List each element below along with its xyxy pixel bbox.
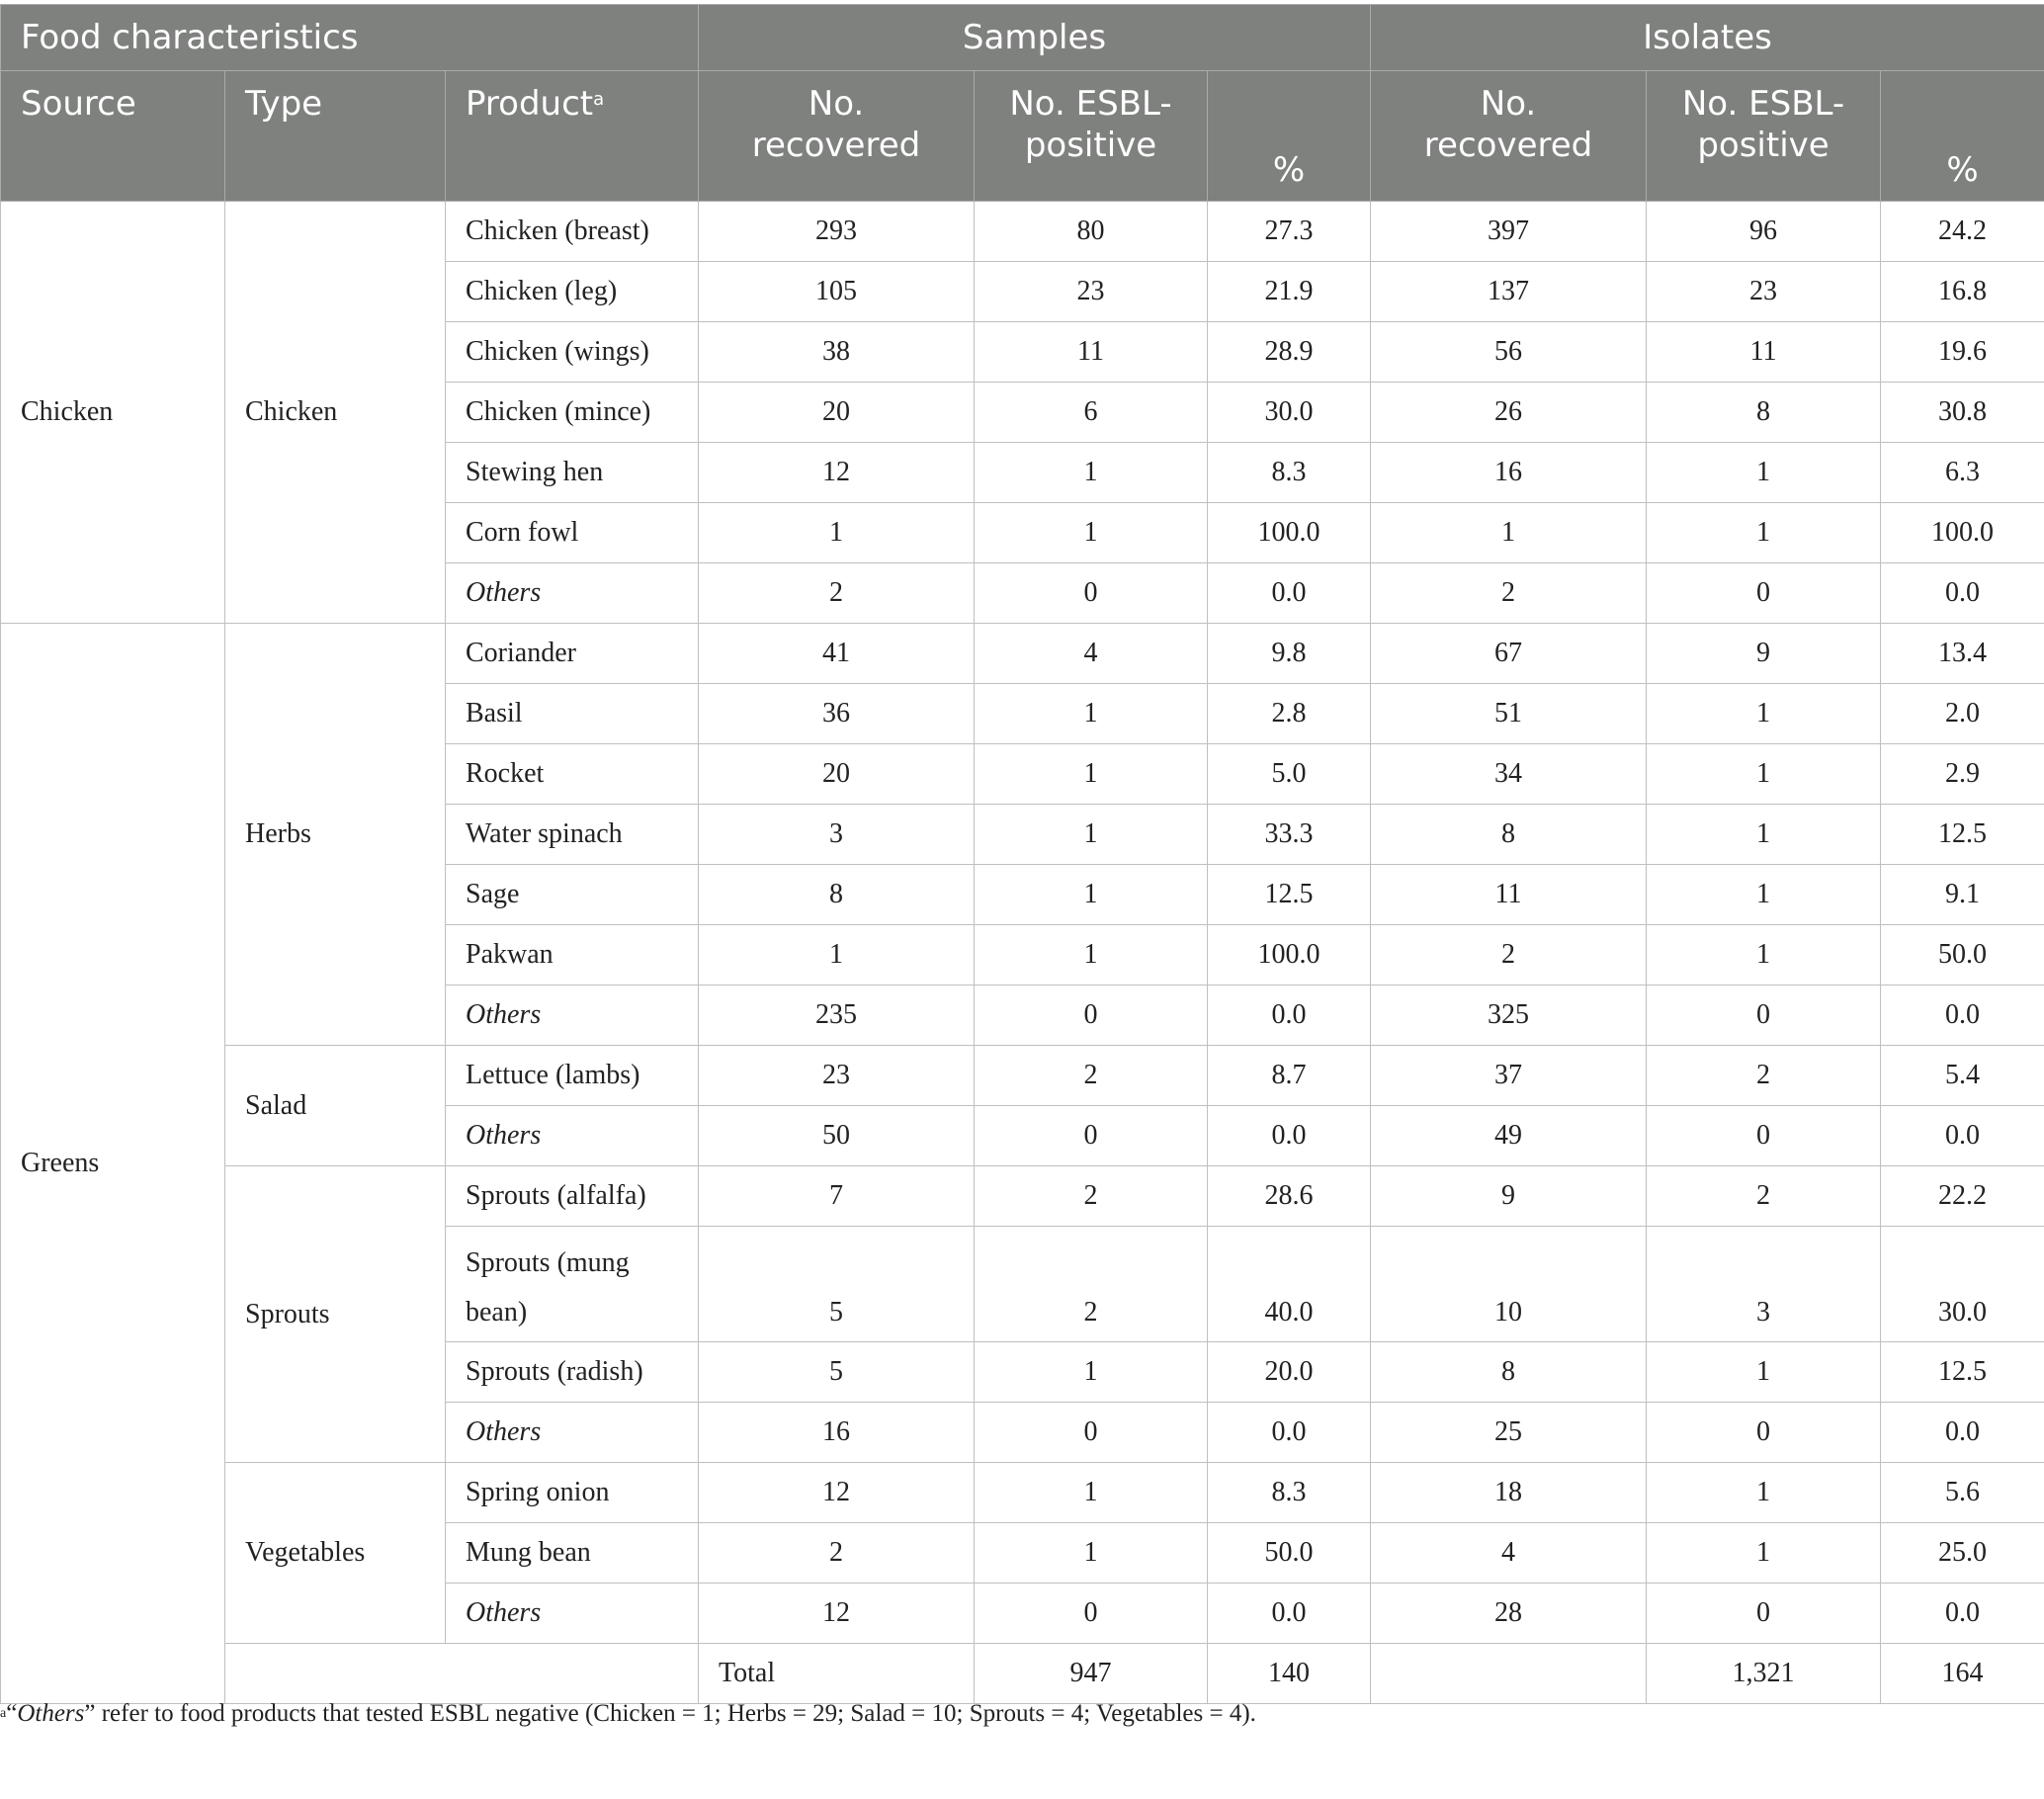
samples-positive-cell: 0: [975, 563, 1208, 624]
isolates-positive-cell: 11: [1647, 322, 1881, 383]
header-text: No.: [1480, 84, 1537, 124]
isolates-pct-cell: 30.0: [1881, 1227, 2044, 1342]
product-cell: Others: [446, 563, 699, 624]
type-sprouts: Sprouts: [225, 1166, 446, 1463]
type-vegetables: Vegetables: [225, 1463, 446, 1644]
samples-recovered-cell: 12: [699, 443, 975, 503]
header-food-characteristics: Food characteristics: [1, 5, 699, 71]
samples-positive-cell: 0: [975, 1403, 1208, 1463]
isolates-recovered-cell: 49: [1371, 1106, 1647, 1166]
isolates-recovered-cell: 1: [1371, 503, 1647, 563]
table-row: [1, 1166, 2044, 1227]
header-text: recovered: [751, 126, 921, 165]
isolates-positive-cell: 2: [1647, 1046, 1881, 1106]
samples-positive-cell: 11: [975, 322, 1208, 383]
total-samples-positive: 140: [1208, 1644, 1371, 1704]
product-line: Sprouts (mung: [466, 1247, 630, 1278]
isolates-positive-cell: 1: [1647, 1463, 1881, 1523]
isolates-pct-cell: 0.0: [1881, 985, 2044, 1046]
samples-recovered-cell: 16: [699, 1403, 975, 1463]
isolates-pct-cell: 0.0: [1881, 1403, 2044, 1463]
product-cell: Coriander: [446, 624, 699, 684]
isolates-recovered-cell: 26: [1371, 383, 1647, 443]
isolates-pct-cell: 24.2: [1881, 202, 2044, 262]
samples-recovered-cell: 2: [699, 1523, 975, 1584]
samples-recovered-cell: 7: [699, 1166, 975, 1227]
total-samples-recovered: 947: [975, 1644, 1208, 1704]
product-cell: Others: [446, 1106, 699, 1166]
isolates-pct-cell: 50.0: [1881, 925, 2044, 985]
isolates-positive-cell: 2: [1647, 1166, 1881, 1227]
samples-recovered-cell: 8: [699, 865, 975, 925]
isolates-recovered-cell: 28: [1371, 1584, 1647, 1644]
isolates-recovered-cell: 25: [1371, 1403, 1647, 1463]
isolates-pct-cell: 9.1: [1881, 865, 2044, 925]
isolates-positive-cell: 1: [1647, 503, 1881, 563]
header-type: [225, 71, 446, 202]
source-greens: Greens: [1, 624, 225, 1704]
samples-recovered-cell: 3: [699, 805, 975, 865]
samples-positive-cell: 1: [975, 1523, 1208, 1584]
header-text: recovered: [1423, 126, 1593, 165]
samples-positive-cell: 1: [975, 503, 1208, 563]
isolates-recovered-cell: 16: [1371, 443, 1647, 503]
samples-pct-cell: 0.0: [1208, 1403, 1371, 1463]
isolates-pct-cell: 0.0: [1881, 1584, 2044, 1644]
isolates-pct-cell: 0.0: [1881, 1106, 2044, 1166]
total-row: [1, 1644, 2044, 1704]
isolates-recovered-cell: 10: [1371, 1227, 1647, 1342]
isolates-positive-cell: 96: [1647, 202, 1881, 262]
samples-pct-cell: 27.3: [1208, 202, 1371, 262]
product-cell: Pakwan: [446, 925, 699, 985]
samples-pct-cell: 28.6: [1208, 1166, 1371, 1227]
samples-recovered-cell: 2: [699, 563, 975, 624]
samples-positive-cell: 1: [975, 443, 1208, 503]
header-isolates-no-esbl: [1647, 71, 1881, 202]
samples-positive-cell: 0: [975, 1106, 1208, 1166]
table-container: [0, 4, 2044, 1704]
isolates-recovered-cell: 34: [1371, 744, 1647, 805]
isolates-positive-cell: 9: [1647, 624, 1881, 684]
isolates-recovered-cell: 137: [1371, 262, 1647, 322]
header-product: [446, 71, 699, 202]
product-cell: Rocket: [446, 744, 699, 805]
footnote-others: Others: [17, 1700, 85, 1727]
samples-recovered-cell: 20: [699, 744, 975, 805]
isolates-positive-cell: 3: [1647, 1227, 1881, 1342]
samples-positive-cell: 1: [975, 865, 1208, 925]
type-chicken: Chicken: [225, 202, 446, 624]
samples-recovered-cell: 12: [699, 1463, 975, 1523]
isolates-recovered-cell: 8: [1371, 805, 1647, 865]
samples-recovered-cell: 293: [699, 202, 975, 262]
isolates-recovered-cell: 325: [1371, 985, 1647, 1046]
table-row: [1, 1463, 2044, 1523]
samples-recovered-cell: 12: [699, 1584, 975, 1644]
footnote-mark: a: [0, 1706, 7, 1721]
total-isolates-positive: 164: [1881, 1644, 2044, 1704]
samples-positive-cell: 2: [975, 1166, 1208, 1227]
table-row: [1, 624, 2044, 684]
isolates-pct-cell: 5.6: [1881, 1463, 2044, 1523]
samples-pct-cell: 8.3: [1208, 1463, 1371, 1523]
samples-recovered-cell: 36: [699, 684, 975, 744]
header-samples: Samples: [699, 5, 1371, 71]
type-salad: Salad: [225, 1046, 446, 1166]
source-chicken: Chicken: [1, 202, 225, 624]
isolates-pct-cell: 0.0: [1881, 563, 2044, 624]
isolates-positive-cell: 1: [1647, 865, 1881, 925]
isolates-pct-cell: 2.9: [1881, 744, 2044, 805]
isolates-positive-cell: 1: [1647, 1342, 1881, 1403]
header-source-label: Source: [21, 84, 136, 124]
samples-positive-cell: 1: [975, 805, 1208, 865]
isolates-recovered-cell: 51: [1371, 684, 1647, 744]
product-cell: Mung bean: [446, 1523, 699, 1584]
header-text: No. ESBL-: [1681, 84, 1845, 124]
samples-positive-cell: 6: [975, 383, 1208, 443]
isolates-recovered-cell: 9: [1371, 1166, 1647, 1227]
total-isolates-recovered: 1,321: [1647, 1644, 1881, 1704]
total-empty-cell: [225, 1644, 699, 1704]
isolates-recovered-cell: 11: [1371, 865, 1647, 925]
samples-pct-cell: 40.0: [1208, 1227, 1371, 1342]
isolates-pct-cell: 100.0: [1881, 503, 2044, 563]
isolates-pct-cell: 22.2: [1881, 1166, 2044, 1227]
samples-pct-cell: 33.3: [1208, 805, 1371, 865]
isolates-positive-cell: 0: [1647, 1106, 1881, 1166]
header-text: positive: [1697, 126, 1830, 165]
table-row: [1, 202, 2044, 262]
isolates-positive-cell: 1: [1647, 443, 1881, 503]
isolates-positive-cell: 0: [1647, 1584, 1881, 1644]
samples-pct-cell: 100.0: [1208, 503, 1371, 563]
header-source: [1, 71, 225, 202]
product-cell: Water spinach: [446, 805, 699, 865]
samples-positive-cell: 80: [975, 202, 1208, 262]
product-cell: Chicken (leg): [446, 262, 699, 322]
samples-pct-cell: 9.8: [1208, 624, 1371, 684]
product-cell: Corn fowl: [446, 503, 699, 563]
product-cell: Basil: [446, 684, 699, 744]
isolates-positive-cell: 1: [1647, 684, 1881, 744]
product-cell: [446, 1227, 699, 1342]
samples-recovered-cell: 1: [699, 925, 975, 985]
isolates-positive-cell: 1: [1647, 805, 1881, 865]
samples-pct-cell: 0.0: [1208, 1584, 1371, 1644]
samples-positive-cell: 1: [975, 925, 1208, 985]
isolates-pct-cell: 25.0: [1881, 1523, 2044, 1584]
isolates-recovered-cell: 37: [1371, 1046, 1647, 1106]
isolates-recovered-cell: 56: [1371, 322, 1647, 383]
isolates-recovered-cell: 397: [1371, 202, 1647, 262]
product-cell: Chicken (mince): [446, 383, 699, 443]
samples-pct-cell: 2.8: [1208, 684, 1371, 744]
samples-recovered-cell: 105: [699, 262, 975, 322]
header-isolates-pct: %: [1881, 71, 2044, 202]
samples-pct-cell: 20.0: [1208, 1342, 1371, 1403]
header-text: No.: [808, 84, 865, 124]
footnote-open-quote: “: [6, 1700, 18, 1727]
product-cell: Others: [446, 985, 699, 1046]
product-cell: Sage: [446, 865, 699, 925]
total-label: Total: [699, 1644, 975, 1704]
isolates-positive-cell: 0: [1647, 563, 1881, 624]
isolates-positive-cell: 23: [1647, 262, 1881, 322]
samples-pct-cell: 5.0: [1208, 744, 1371, 805]
samples-recovered-cell: 5: [699, 1342, 975, 1403]
isolates-recovered-cell: 2: [1371, 563, 1647, 624]
type-herbs: Herbs: [225, 624, 446, 1046]
samples-recovered-cell: 23: [699, 1046, 975, 1106]
isolates-positive-cell: 8: [1647, 383, 1881, 443]
product-cell: Chicken (breast): [446, 202, 699, 262]
samples-recovered-cell: 1: [699, 503, 975, 563]
isolates-pct-cell: 2.0: [1881, 684, 2044, 744]
samples-positive-cell: 1: [975, 1463, 1208, 1523]
isolates-pct-cell: 5.4: [1881, 1046, 2044, 1106]
product-cell: Others: [446, 1584, 699, 1644]
samples-pct-cell: 8.3: [1208, 443, 1371, 503]
header-type-label: Type: [245, 84, 323, 124]
header-row-1: [1, 5, 2044, 71]
header-row-2: [1, 71, 2044, 202]
samples-positive-cell: 0: [975, 1584, 1208, 1644]
samples-recovered-cell: 235: [699, 985, 975, 1046]
header-samples-pct: %: [1208, 71, 1371, 202]
table-footnote: [0, 1696, 2036, 1732]
samples-positive-cell: 4: [975, 624, 1208, 684]
header-isolates: Isolates: [1371, 5, 2044, 71]
table-row: [1, 1046, 2044, 1106]
samples-positive-cell: 23: [975, 262, 1208, 322]
samples-positive-cell: 1: [975, 744, 1208, 805]
samples-recovered-cell: 38: [699, 322, 975, 383]
samples-pct-cell: 0.0: [1208, 985, 1371, 1046]
samples-recovered-cell: 5: [699, 1227, 975, 1342]
samples-pct-cell: 12.5: [1208, 865, 1371, 925]
product-cell: Spring onion: [446, 1463, 699, 1523]
isolates-recovered-cell: 18: [1371, 1463, 1647, 1523]
samples-pct-cell: 0.0: [1208, 563, 1371, 624]
header-product-footnote-mark: a: [593, 89, 605, 110]
product-cell: Others: [446, 1403, 699, 1463]
isolates-pct-cell: 13.4: [1881, 624, 2044, 684]
isolates-pct-cell: 19.6: [1881, 322, 2044, 383]
header-product-label: Product: [466, 84, 594, 124]
samples-positive-cell: 1: [975, 684, 1208, 744]
header-text: positive: [1024, 126, 1157, 165]
samples-recovered-cell: 50: [699, 1106, 975, 1166]
header-samples-no-esbl: [975, 71, 1208, 202]
product-cell: Stewing hen: [446, 443, 699, 503]
isolates-recovered-cell: 2: [1371, 925, 1647, 985]
samples-pct-cell: 21.9: [1208, 262, 1371, 322]
product-cell: Sprouts (alfalfa): [446, 1166, 699, 1227]
isolates-pct-cell: 12.5: [1881, 1342, 2044, 1403]
header-isolates-no-recovered: [1371, 71, 1647, 202]
samples-pct-cell: 0.0: [1208, 1106, 1371, 1166]
samples-positive-cell: 1: [975, 1342, 1208, 1403]
isolates-positive-cell: 1: [1647, 925, 1881, 985]
header-text: No. ESBL-: [1009, 84, 1172, 124]
isolates-pct-cell: 16.8: [1881, 262, 2044, 322]
product-cell: Sprouts (radish): [446, 1342, 699, 1403]
samples-positive-cell: 2: [975, 1046, 1208, 1106]
samples-pct-cell: 100.0: [1208, 925, 1371, 985]
isolates-recovered-cell: 8: [1371, 1342, 1647, 1403]
samples-positive-cell: 2: [975, 1227, 1208, 1342]
isolates-recovered-cell: 4: [1371, 1523, 1647, 1584]
isolates-positive-cell: 0: [1647, 1403, 1881, 1463]
footnote-text: ” refer to food products that tested ESBL negative (Chicken = 1; Herbs = 29; Salad = 10; Sprouts = 4; Vegetables = 4).: [84, 1700, 1256, 1727]
isolates-pct-cell: 6.3: [1881, 443, 2044, 503]
esbl-table: [0, 4, 2044, 1704]
isolates-positive-cell: 1: [1647, 1523, 1881, 1584]
isolates-positive-cell: 0: [1647, 985, 1881, 1046]
samples-recovered-cell: 20: [699, 383, 975, 443]
isolates-positive-cell: 1: [1647, 744, 1881, 805]
samples-pct-cell: 50.0: [1208, 1523, 1371, 1584]
samples-pct-cell: 8.7: [1208, 1046, 1371, 1106]
isolates-pct-cell: 30.8: [1881, 383, 2044, 443]
header-samples-no-recovered: [699, 71, 975, 202]
samples-recovered-cell: 41: [699, 624, 975, 684]
isolates-pct-cell: 12.5: [1881, 805, 2044, 865]
total-samples-pct: [1371, 1644, 1647, 1704]
product-cell: Lettuce (lambs): [446, 1046, 699, 1106]
samples-positive-cell: 0: [975, 985, 1208, 1046]
samples-pct-cell: 30.0: [1208, 383, 1371, 443]
isolates-recovered-cell: 67: [1371, 624, 1647, 684]
product-cell: Chicken (wings): [446, 322, 699, 383]
product-line: bean): [466, 1297, 528, 1328]
samples-pct-cell: 28.9: [1208, 322, 1371, 383]
